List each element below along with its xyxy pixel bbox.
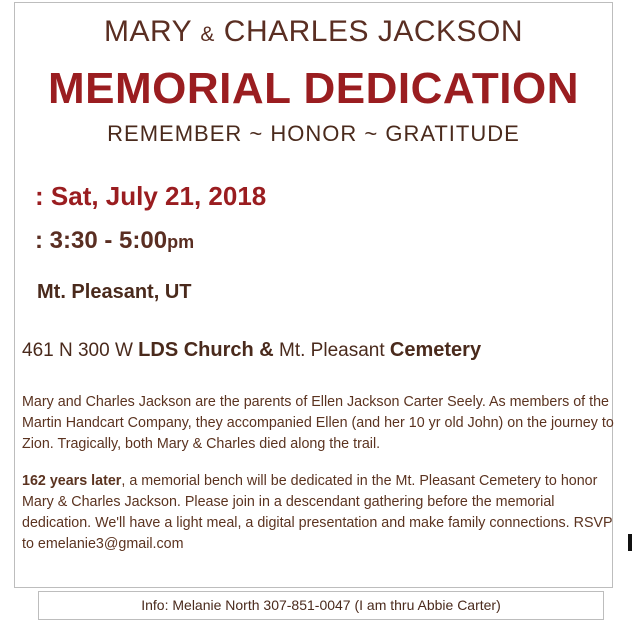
tagline: REMEMBER ~ HONOR ~ GRATITUDE bbox=[107, 121, 520, 146]
time-suffix: pm bbox=[167, 232, 195, 252]
event-title: MEMORIAL DEDICATION bbox=[48, 64, 579, 113]
date-prefix: : bbox=[35, 181, 51, 211]
date-value: Sat, July 21, 2018 bbox=[50, 181, 267, 211]
background-paragraph: Mary and Charles Jackson are the parents of Ellen Jackson Carter Seely. As members of the Martin Handcart Company, they accompanied Ellen (and her 10 yr old John) on the journey to Zion. Tragically, both Mary & Charles died along the trail. bbox=[22, 394, 614, 452]
contact-info: Info: Melanie North 307-851-0047 (I am thru Abbie Carter) bbox=[141, 597, 501, 613]
address-mid: Mt. Pleasant bbox=[273, 340, 390, 361]
invitation-text: , a memorial bench will be dedicated in the Mt. Pleasant Cemetery to honor Mary & Charles Jackson. Please join in a descendant gathering before the memorial dedication. We'll have a light meal, a digital presentation and make family connections. RSVP to emelanie3@gmail.com bbox=[22, 473, 613, 552]
event-address bbox=[22, 339, 481, 362]
event-place: Mt. Pleasant, UT bbox=[37, 281, 192, 303]
honoree-names bbox=[15, 15, 612, 49]
invitation-lead: 162 years later bbox=[22, 473, 122, 489]
address-church: LDS Church & bbox=[138, 339, 274, 361]
names-part2: CHARLES JACKSON bbox=[214, 15, 524, 48]
time-prefix: : bbox=[35, 227, 50, 254]
event-time bbox=[35, 227, 194, 255]
names-ampersand: & bbox=[200, 23, 215, 46]
event-date bbox=[35, 181, 266, 212]
names-part1: MARY bbox=[103, 15, 201, 48]
info-box bbox=[38, 591, 604, 620]
address-start: 461 N 300 W bbox=[22, 340, 139, 361]
time-value: 3:30 - 5:00 bbox=[49, 227, 168, 254]
address-cemetery: Cemetery bbox=[389, 339, 482, 361]
invitation-paragraph bbox=[22, 471, 614, 555]
edge-mark bbox=[628, 534, 632, 551]
